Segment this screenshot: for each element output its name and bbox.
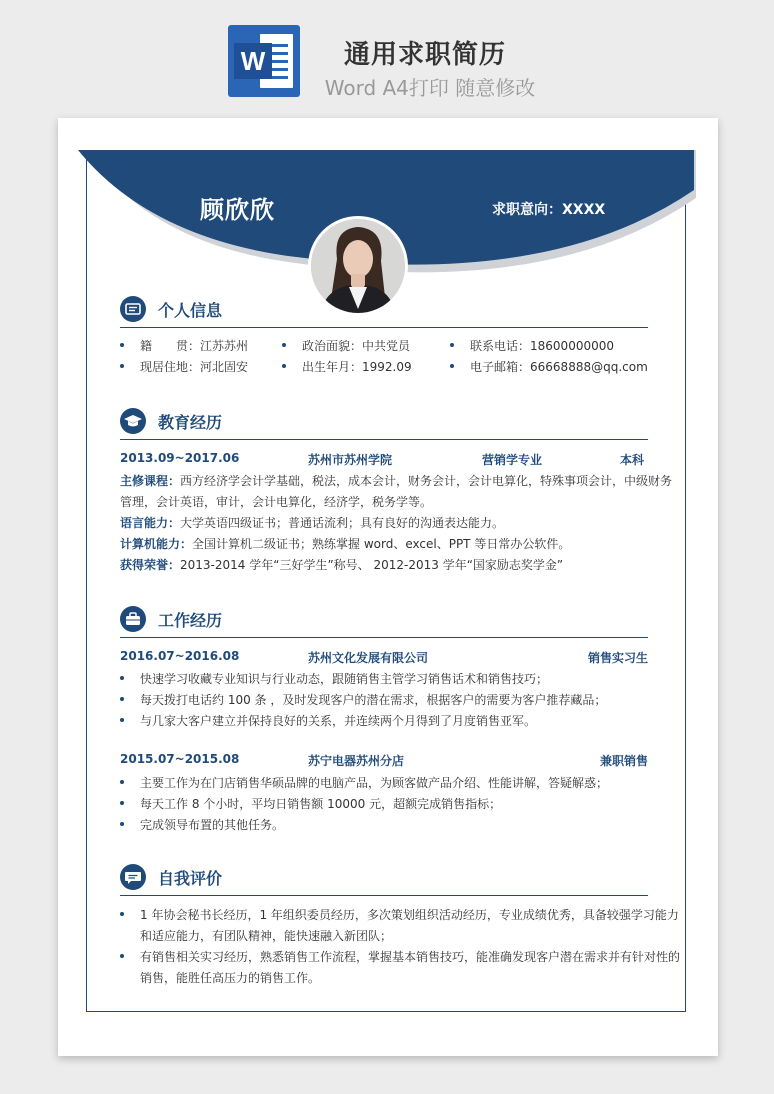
banner-title: 通用求职简历 — [343, 40, 506, 70]
edu-major: 营销学专业 — [482, 453, 543, 467]
job-1-company: 苏州文化发展有限公司 — [308, 651, 429, 665]
edu-honors: 获得荣誉：2013-2014 学年“三好学生”称号、 2012-2013 学年“国家励志奖学金” — [120, 558, 564, 572]
section-education — [120, 408, 648, 438]
job-2-duty: 完成领导布置的其他任务。 — [140, 818, 285, 832]
candidate-name: 顾欣欣 — [200, 196, 275, 224]
briefcase-icon — [120, 606, 146, 632]
edu-courses-cont: 管理，会计英语，审计，会计电算化，经济学，税务学等。 — [120, 495, 433, 509]
job-intent — [492, 199, 605, 219]
section-divider — [120, 439, 648, 440]
job-1-position: 销售实习生 — [588, 651, 649, 665]
job-1-duty: 快速学习收藏专业知识与行业动态，跟随销售主管学习销售话术和销售技巧； — [140, 672, 549, 686]
job-intent-value: XXXX — [562, 202, 606, 218]
job-2-period: 2015.07~2015.08 — [120, 752, 240, 766]
word-logo-icon — [228, 25, 300, 97]
job-2-duty: 主要工作为在门店销售华硕品牌的电脑产品，为顾客做产品介绍、性能讲解，答疑解惑； — [140, 776, 609, 790]
job-2-duty: 每天工作 8 个小时，平均日销售额 10000 元，超额完成销售指标； — [140, 797, 502, 811]
edu-computer: 计算机能力：全国计算机二级证书；熟练掌握 word、excel、PPT 等日常办公软件。 — [120, 537, 571, 551]
section-work — [120, 606, 648, 636]
section-personal-info — [120, 296, 648, 326]
edu-school: 苏州市苏州学院 — [308, 453, 393, 467]
job-1-duty: 与几家大客户建立并保持良好的关系，并连续两个月得到了月度销售亚军。 — [140, 714, 537, 728]
section-title: 工作经历 — [158, 611, 223, 630]
job-2-company: 苏宁电器苏州分店 — [308, 754, 405, 768]
section-self-evaluation — [120, 864, 648, 894]
section-title: 个人信息 — [158, 301, 223, 320]
section-divider — [120, 637, 648, 638]
graduation-cap-icon — [120, 408, 146, 434]
info-residence: 现居住地：河北固安 — [140, 360, 249, 374]
info-birth: 出生年月：1992.09 — [302, 360, 412, 374]
job-1-duty: 每天拨打电话约 100 条 ，及时发现客户的潜在需求，根据客户的需要为客户推荐藏品； — [140, 693, 607, 707]
edu-courses: 主修课程：西方经济学会计学基础，税法，成本会计，财务会计，会计电算化，特殊事项会计，中级财务 — [120, 474, 673, 488]
self-item-cont: 销售，能胜任高压力的销售工作。 — [140, 971, 321, 985]
edu-language: 语言能力：大学英语四级证书；普通话流利；具有良好的沟通表达能力。 — [120, 516, 505, 530]
info-email: 电子邮箱：66668888@qq.com — [470, 360, 648, 374]
info-political-status: 政治面貌：中共党员 — [302, 339, 411, 353]
section-divider — [120, 895, 648, 896]
word-letter: W — [234, 43, 272, 79]
section-divider — [120, 327, 648, 328]
job-2-position: 兼职销售 — [600, 754, 649, 768]
info-native-place: 籍 贯：江苏苏州 — [140, 339, 249, 353]
banner-subtitle: Word A4打印 随意修改 — [324, 76, 536, 100]
chat-bubble-icon — [120, 864, 146, 890]
info-phone: 联系电话：18600000000 — [470, 339, 614, 353]
job-1-period: 2016.07~2016.08 — [120, 649, 240, 663]
section-title: 自我评价 — [158, 869, 223, 888]
job-intent-label: 求职意向： — [492, 202, 562, 218]
section-title: 教育经历 — [158, 413, 223, 432]
self-item: 有销售相关实习经历，熟悉销售工作流程，掌握基本销售技巧，能准确发现客户潜在需求并有针对性的 — [140, 950, 681, 964]
edu-period: 2013.09~2017.06 — [120, 451, 240, 465]
id-card-icon — [120, 296, 146, 322]
self-item-cont: 和适应能力，有团队精神，能快速融入新团队； — [140, 929, 393, 943]
self-item: 1 年协会秘书长经历，1 年组织委员经历，多次策划组织活动经历，专业成绩优秀，具备较强学习能力 — [140, 908, 679, 922]
edu-degree: 本科 — [620, 453, 645, 467]
